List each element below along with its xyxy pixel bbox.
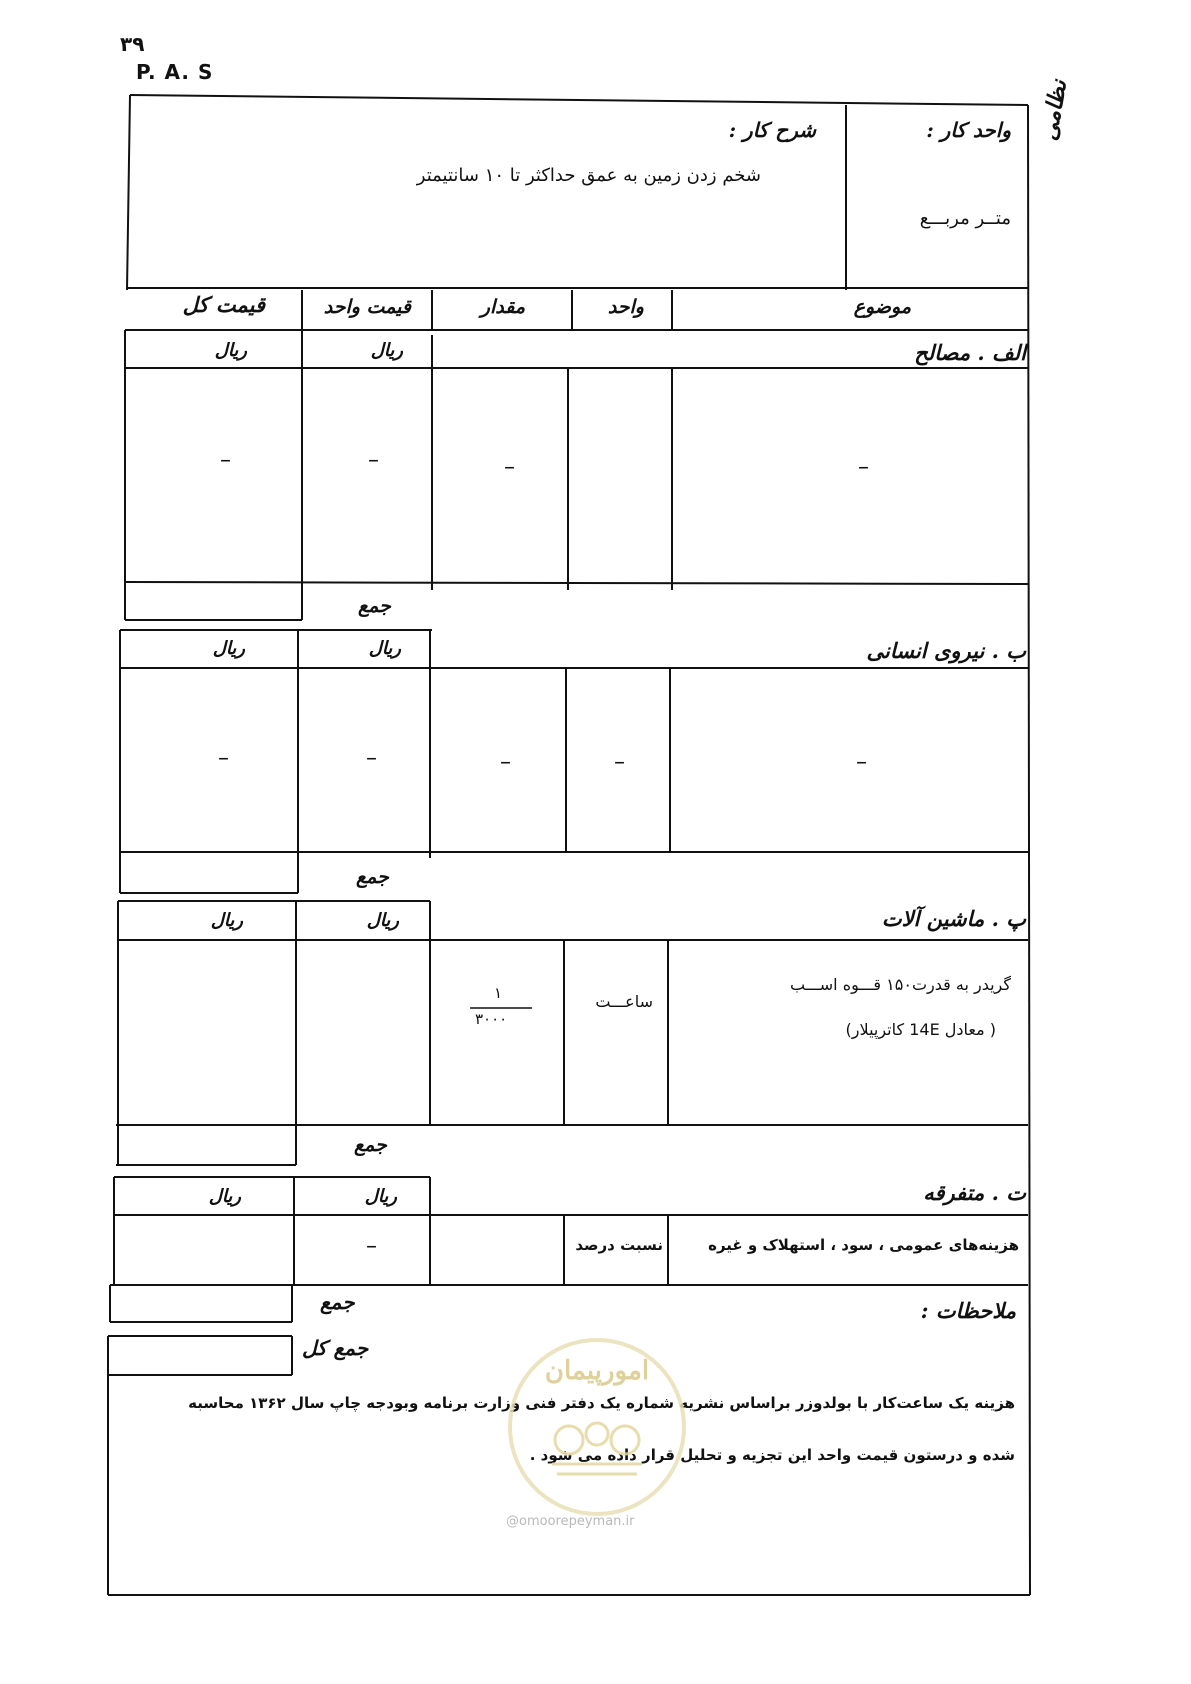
column-unit-price: قیمت واحد: [323, 296, 411, 318]
document-code: P. A. S: [136, 60, 214, 84]
subject-dash: –: [858, 455, 869, 480]
machinery-sum-label: جمع: [354, 1134, 387, 1156]
description-label: شرح کار :: [728, 118, 816, 142]
total-price-currency: ریال: [208, 1186, 241, 1207]
section-machinery-title: پ . ماشین آلات: [881, 906, 1026, 931]
machinery-item-line2: ( معادل 14E کاترپیلار): [845, 1020, 996, 1039]
materials-sum-label: جمع: [358, 595, 391, 617]
unit-price-dash: –: [366, 746, 377, 771]
column-subject: موضوع: [853, 296, 911, 318]
watermark-logo-text: امورپیمان: [544, 1356, 650, 1386]
column-unit: واحد: [607, 296, 644, 318]
watermark-gear-icon: [547, 1412, 647, 1482]
remarks-label: ملاحظات :: [920, 1298, 1016, 1323]
description-value: شخم زدن زمین به عمق حداکثر تا ۱۰ سانتیمتر: [416, 165, 761, 186]
subject-dash: –: [856, 750, 867, 775]
quantity-dash: –: [504, 455, 515, 480]
machinery-item-line1: گریدر به قدرت۱۵۰ قـــوه اســـب: [790, 975, 1011, 994]
misc-unit: نسبت درصد: [575, 1236, 663, 1254]
unit-price-currency: ریال: [370, 340, 403, 361]
machinery-unit: ساعـــت: [595, 992, 653, 1011]
section-misc-title: ت . متفرقه: [923, 1180, 1026, 1205]
page-number: ۳۹: [120, 32, 145, 56]
unit-value: متــر مربـــع: [919, 208, 1011, 229]
footer-sum-label: جمع: [320, 1290, 355, 1314]
unit-price-dash: –: [368, 448, 379, 473]
quantity-denominator: ۳۰۰۰: [475, 1010, 508, 1028]
column-quantity: مقدار: [480, 296, 525, 318]
note-line1: هزینه یک ساعت‌کار با بولدوزر براساس نشریه شماره یک دفتر فنی وزارت برنامه وبودجه چاپ سال ۱۳۶۲ محاسبه: [188, 1394, 1015, 1412]
total-price-dash: –: [218, 746, 229, 771]
total-price-dash: –: [220, 448, 231, 473]
unit-price-currency: ریال: [368, 638, 401, 659]
total-price-currency: ریال: [210, 910, 243, 931]
watermark-logo: [508, 1338, 686, 1516]
grand-total-label: جمع کل: [302, 1336, 369, 1360]
total-price-currency: ریال: [212, 638, 245, 659]
unit-price-currency: ریال: [366, 910, 399, 931]
note-line2: شده و درستون قیمت واحد این تجزیه و تحلیل قرار داده می شود .: [529, 1446, 1015, 1464]
unit-price-currency: ریال: [364, 1186, 397, 1207]
watermark-url: @omoorepeyman.ir: [506, 1514, 635, 1529]
section-labor-title: ب . نیروی انسانی: [866, 638, 1026, 663]
misc-item: هزینه‌های عمومی ، سود ، استهلاک و غیره: [708, 1236, 1019, 1254]
total-price-currency: ریال: [214, 340, 247, 361]
unit-label: واحد کار :: [926, 118, 1011, 142]
unit-dash: –: [614, 750, 625, 775]
column-total-price: قیمت کل: [182, 292, 265, 317]
quantity-numerator: ۱: [494, 984, 503, 1002]
quantity-dash: –: [500, 750, 511, 775]
labor-sum-label: جمع: [356, 866, 389, 888]
section-materials-title: الف . مصالح: [914, 340, 1026, 365]
unit-price-dash: –: [366, 1234, 377, 1259]
side-note: نظامی: [1036, 77, 1073, 143]
